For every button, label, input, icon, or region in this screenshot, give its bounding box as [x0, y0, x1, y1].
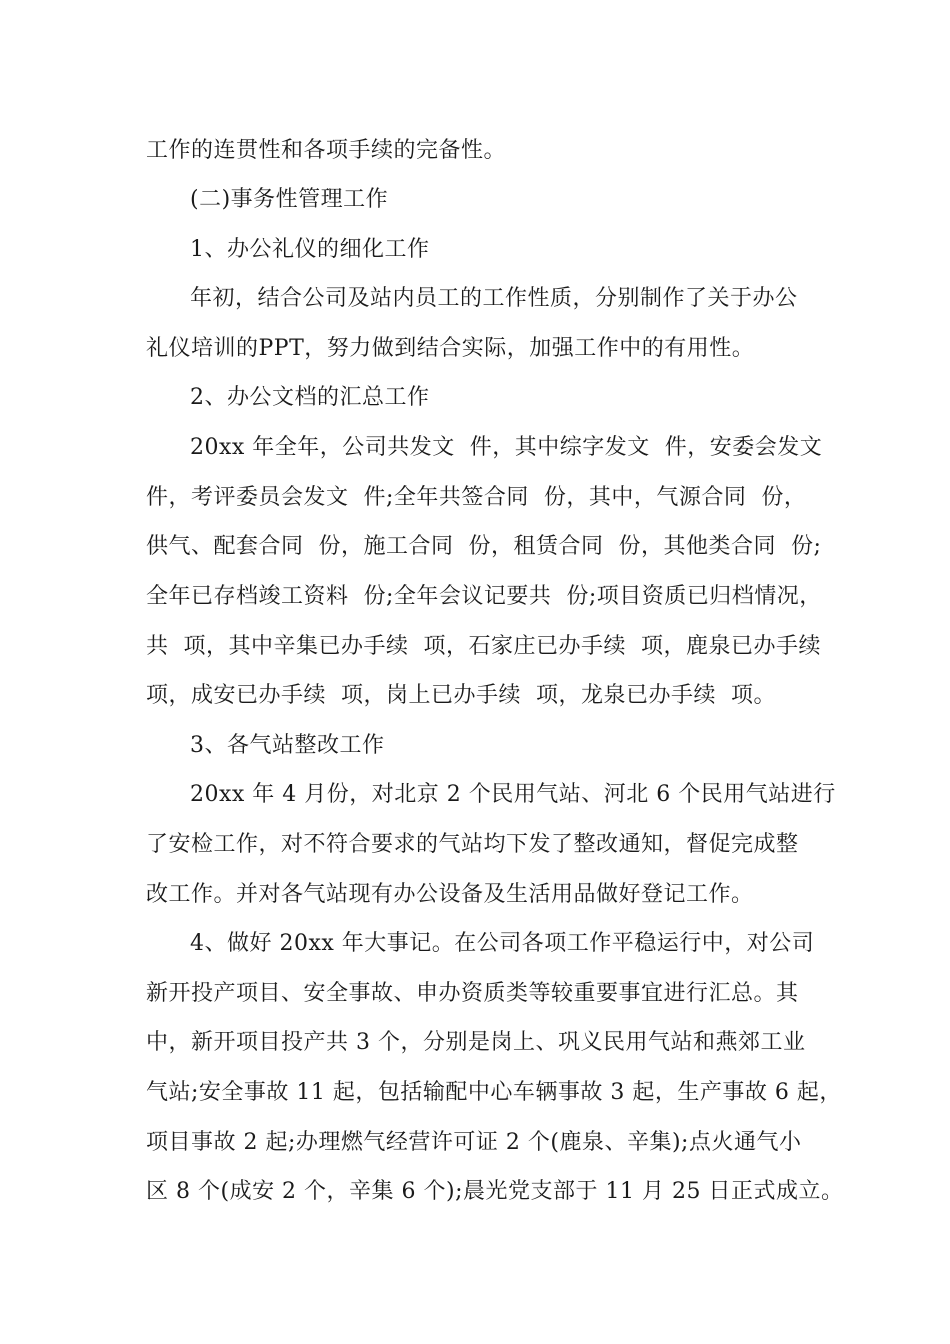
paragraph-line: 共 项，其中辛集已办手续 项，石家庄已办手续 项，鹿泉已办手续 [146, 634, 821, 659]
paragraph-line: 改工作。并对各气站现有办公设备及生活用品做好登记工作。 [146, 882, 754, 907]
paragraph-line: 了安检工作，对不符合要求的气站均下发了整改通知，督促完成整 [146, 832, 799, 857]
section-heading: (二)事务性管理工作 [190, 187, 389, 212]
paragraph-line: 全年已存档竣工资料 份;全年会议记要共 份;项目资质已归档情况， [146, 584, 822, 609]
paragraph-line: 礼仪培训的PPT，努力做到结合实际，加强工作中的有用性。 [146, 336, 755, 361]
paragraph-line: 气站;安全事故 11 起，包括输配中心车辆事故 3 起，生产事故 6 起， [146, 1080, 842, 1105]
paragraph-line: 20xx 年全年，公司共发文 件，其中综字发文 件，安委会发文 [190, 435, 823, 460]
subsection-heading: 4、做好 20xx 年大事记。在公司各项工作平稳运行中，对公司 [190, 931, 815, 956]
paragraph-line: 项目事故 2 起;办理燃气经营许可证 2 个(鹿泉、辛集);点火通气小 [146, 1130, 802, 1155]
paragraph-line: 件，考评委员会发文 件;全年共签合同 份，其中，气源合同 份， [146, 485, 807, 510]
subsection-heading: 2、办公文档的汇总工作 [190, 385, 430, 410]
paragraph-line: 新开投产项目、安全事故、申办资质类等较重要事宜进行汇总。其 [146, 981, 799, 1006]
paragraph-line: 中，新开项目投产共 3 个，分别是岗上、巩义民用气站和燕郊工业 [146, 1030, 806, 1055]
paragraph-line: 项，成安已办手续 项，岗上已办手续 项，龙泉已办手续 项。 [146, 683, 776, 708]
paragraph-line: 20xx 年 4 月份，对北京 2 个民用气站、河北 6 个民用气站进行 [190, 782, 836, 807]
paragraph-line: 工作的连贯性和各项手续的完备性。 [146, 138, 507, 163]
paragraph-line: 区 8 个(成安 2 个，辛集 6 个);晨光党支部于 11 月 25 日正式成立。 [146, 1179, 844, 1204]
paragraph-line: 供气、配套合同 份，施工合同 份，租赁合同 份，其他类合同 份; [146, 534, 822, 559]
subsection-heading: 3、各气站整改工作 [190, 733, 385, 758]
paragraph-line: 年初，结合公司及站内员工的工作性质，分别制作了关于办公 [190, 286, 798, 311]
subsection-heading: 1、办公礼仪的细化工作 [190, 237, 430, 262]
